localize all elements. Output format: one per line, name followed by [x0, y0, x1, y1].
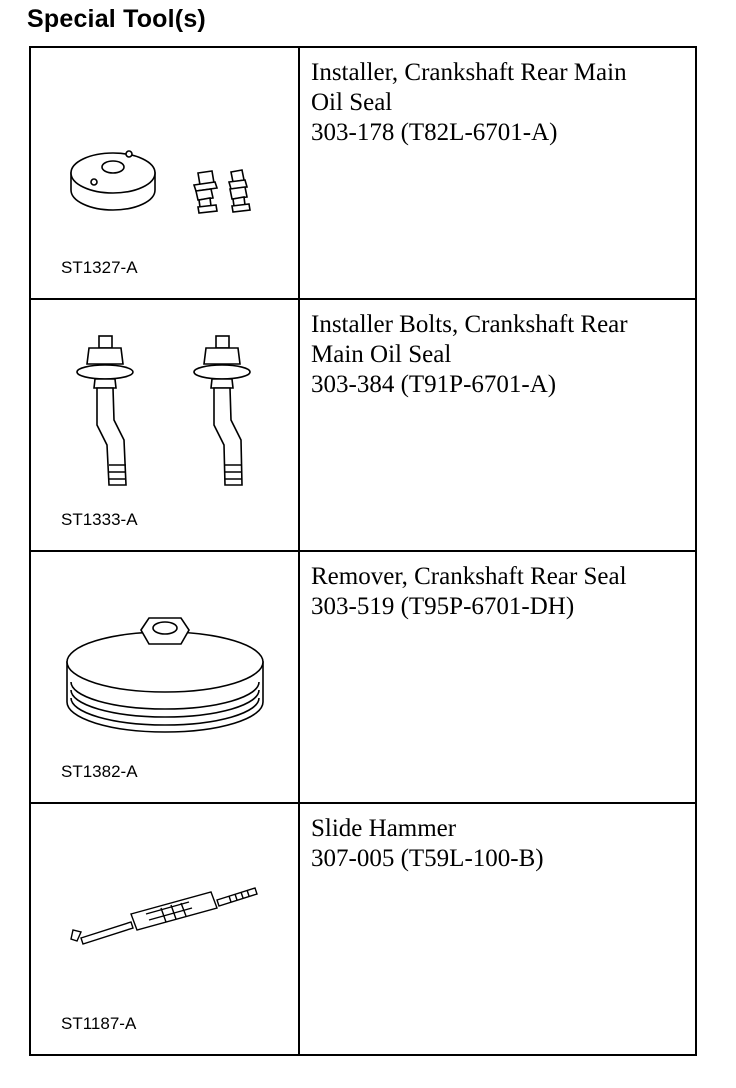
- tool-number-line: 303-384 (T91P-6701-A): [311, 371, 557, 398]
- tool-name-line: Oil Seal: [311, 89, 393, 116]
- illustration-reference: ST1327-A: [61, 258, 138, 277]
- tool-name-line: Remover, Crankshaft Rear Seal: [311, 563, 627, 590]
- tool-illustration-cell: [30, 551, 299, 803]
- illustration-reference: ST1187-A: [61, 1014, 137, 1033]
- tool-illustration-cell: [30, 803, 299, 1055]
- page-title: Special Tool(s): [27, 5, 206, 33]
- tool-name-line: Installer Bolts, Crankshaft Rear: [311, 311, 628, 338]
- tool-name-line: Main Oil Seal: [311, 341, 452, 368]
- tool-illustration-cell: [30, 299, 299, 551]
- table-row: [30, 803, 696, 1055]
- table-row: [30, 47, 696, 299]
- tool-number-line: 303-519 (T95P-6701-DH): [311, 593, 575, 620]
- tool-description-cell: [299, 299, 696, 551]
- tool-description-cell: [299, 803, 696, 1055]
- table-row: [30, 299, 696, 551]
- tool-name-line: Slide Hammer: [311, 815, 457, 842]
- tool-illustration-cell: [30, 47, 299, 299]
- illustration-reference: ST1382-A: [61, 762, 138, 781]
- illustration-reference: ST1333-A: [61, 510, 138, 529]
- table-row: [30, 551, 696, 803]
- tool-description-cell: [299, 47, 696, 299]
- tool-number-line: 303-178 (T82L-6701-A): [311, 119, 558, 146]
- special-tools-table: [29, 46, 697, 1056]
- tool-number-line: 307-005 (T59L-100-B): [311, 845, 544, 872]
- tool-name-line: Installer, Crankshaft Rear Main: [311, 59, 627, 86]
- tool-description-cell: [299, 551, 696, 803]
